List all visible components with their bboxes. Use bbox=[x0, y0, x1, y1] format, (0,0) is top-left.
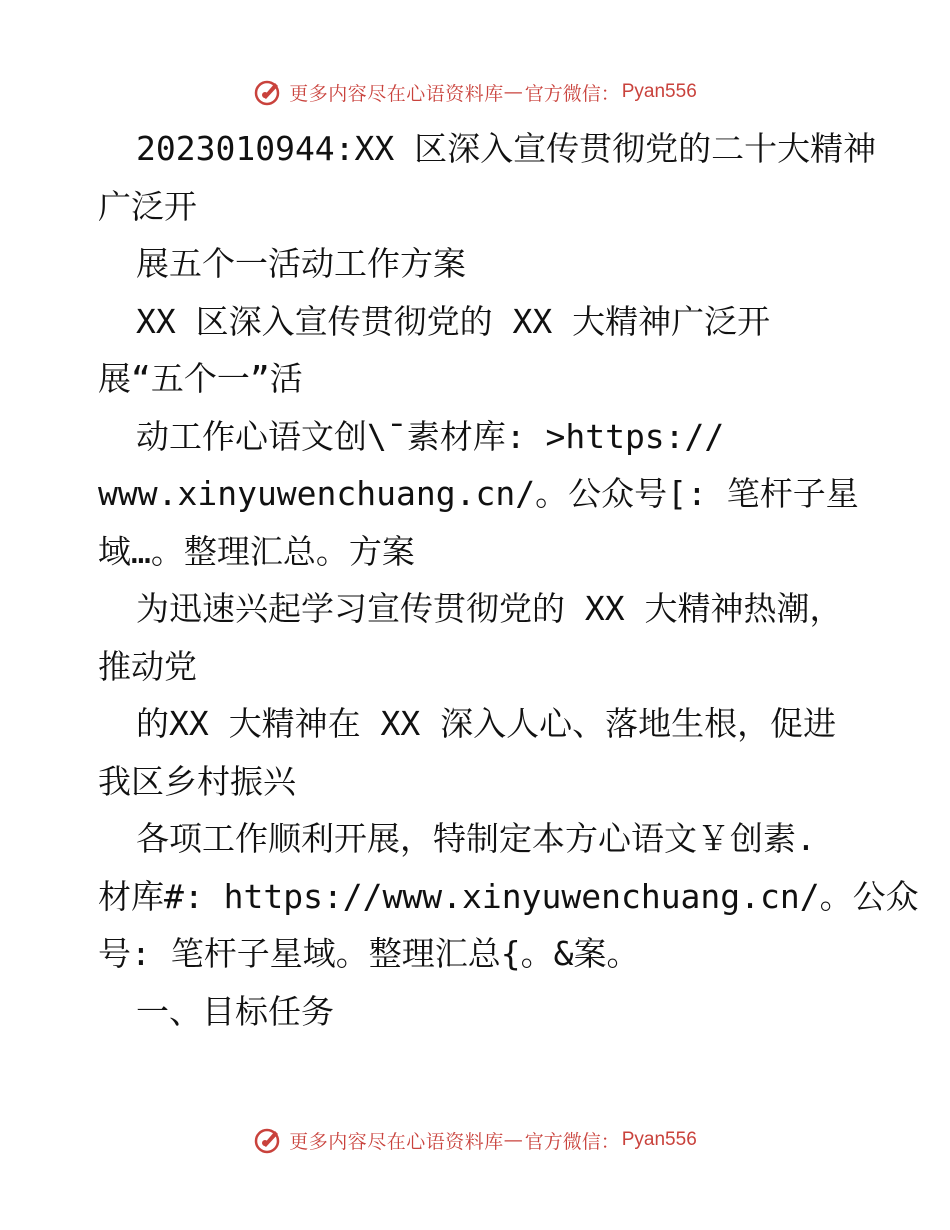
text-line: 号: 笔杆子星域。整理汇总{。&案。 bbox=[98, 934, 640, 973]
watermark-separator: — bbox=[503, 1129, 523, 1151]
watermark-wechat-id: Pyan556 bbox=[621, 81, 697, 102]
watermark-separator: — bbox=[503, 81, 523, 103]
text-line: 材库#: https://www.xinyuwenchuang.cn/。公众 bbox=[98, 876, 919, 916]
watermark-text: 更多内容尽在心语资料库 bbox=[289, 1130, 504, 1153]
text-line: 的XX 大精神在 XX 深入人心、落地生根，促进 bbox=[136, 704, 837, 743]
text-line: 广泛开 bbox=[98, 186, 197, 226]
document-body bbox=[98, 120, 919, 1040]
text-line: www.xinyuwenchuang.cn/。公众号[: 笔杆子星 bbox=[98, 474, 859, 513]
text-line: 我区乡村振兴 bbox=[98, 761, 296, 801]
watermark-text: 更多内容尽在心语资料库 bbox=[289, 82, 504, 105]
watermark-wechat-id: Pyan556 bbox=[621, 1129, 697, 1150]
text-line: 推动党 bbox=[98, 646, 197, 686]
section-heading: 一、目标任务 bbox=[136, 991, 334, 1031]
watermark-wechat-label: 官方微信： bbox=[524, 1130, 620, 1153]
text-line: 域…。整理汇总。方案 bbox=[98, 531, 415, 571]
watermark-wechat-label: 官方微信： bbox=[524, 82, 620, 105]
header-watermark bbox=[0, 72, 950, 112]
text-line: XX 区深入宣传贯彻党的 XX 大精神广泛开 bbox=[136, 301, 771, 341]
footer-watermark bbox=[0, 1120, 950, 1160]
text-line: 各项工作顺利开展，特制定本方心语文￥创素. bbox=[136, 819, 816, 858]
text-line: 展“五个一”活 bbox=[98, 359, 303, 398]
quill-circle-icon bbox=[253, 77, 283, 107]
text-line: 2023010944:XX 区深入宣传贯彻党的二十大精神 bbox=[136, 129, 877, 168]
text-line: 为迅速兴起学习宣传贯彻党的 XX 大精神热潮， bbox=[136, 589, 843, 628]
text-line: 动工作心语文创\¯素材库: >https:// bbox=[136, 416, 725, 456]
text-line: 展五个一活动工作方案 bbox=[136, 244, 466, 283]
quill-circle-icon bbox=[253, 1125, 283, 1155]
